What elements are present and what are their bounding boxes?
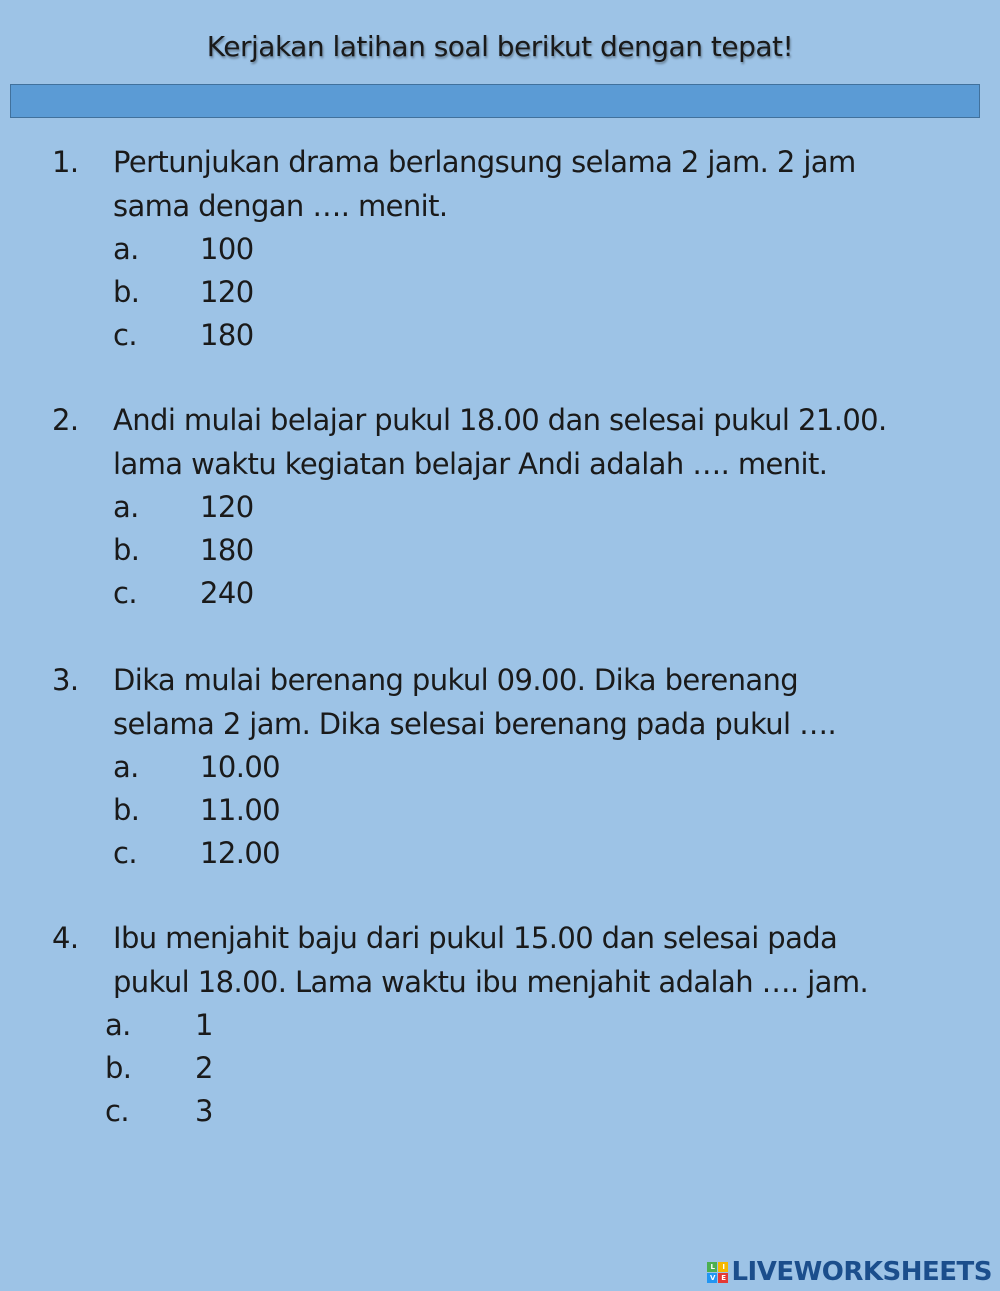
option-label: c. [113,576,137,610]
option-label: c. [113,318,137,352]
option-value: 2 [195,1051,213,1085]
option-label: c. [105,1094,129,1128]
question-text: Pertunjukan drama berlangsung selama 2 jam. 2 jam [113,145,856,179]
option-value: 180 [200,318,254,352]
option-value: 1 [195,1008,213,1042]
question-text: Dika mulai berenang pukul 09.00. Dika berenang [113,663,799,697]
question-number: 4. [52,921,79,955]
logo-icon: L I V E [707,1262,728,1283]
liveworksheets-logo [707,1257,992,1287]
header-bar [10,84,980,118]
page-title: Kerjakan latihan soal berikut dengan tepat! [206,30,794,63]
question-text: Andi mulai belajar pukul 18.00 dan selesai pukul 21.00. [113,403,887,437]
question-text: lama waktu kegiatan belajar Andi adalah …. menit. [113,447,828,481]
question-number: 1. [52,145,79,179]
option-value: 180 [200,533,254,567]
question-text: Ibu menjahit baju dari pukul 15.00 dan selesai pada [113,921,838,955]
option-label: b. [113,275,140,309]
option-label: b. [113,533,140,567]
option-value: 100 [200,232,254,266]
option-label: a. [105,1008,131,1042]
option-value: 120 [200,490,254,524]
option-label: a. [113,490,139,524]
question-number: 2. [52,403,79,437]
option-label: a. [113,232,139,266]
option-value: 12.00 [200,836,281,870]
option-value: 3 [195,1094,213,1128]
question-text: pukul 18.00. Lama waktu ibu menjahit adalah …. jam. [113,965,869,999]
question-number: 3. [52,663,79,697]
logo-text: LIVEWORKSHEETS [731,1257,992,1287]
question-text: sama dengan …. menit. [113,189,448,223]
option-value: 10.00 [200,750,281,784]
option-label: c. [113,836,137,870]
option-label: b. [113,793,140,827]
option-label: a. [113,750,139,784]
option-value: 240 [200,576,254,610]
option-value: 11.00 [200,793,281,827]
option-label: b. [105,1051,132,1085]
question-text: selama 2 jam. Dika selesai berenang pada pukul …. [113,707,837,741]
option-value: 120 [200,275,254,309]
